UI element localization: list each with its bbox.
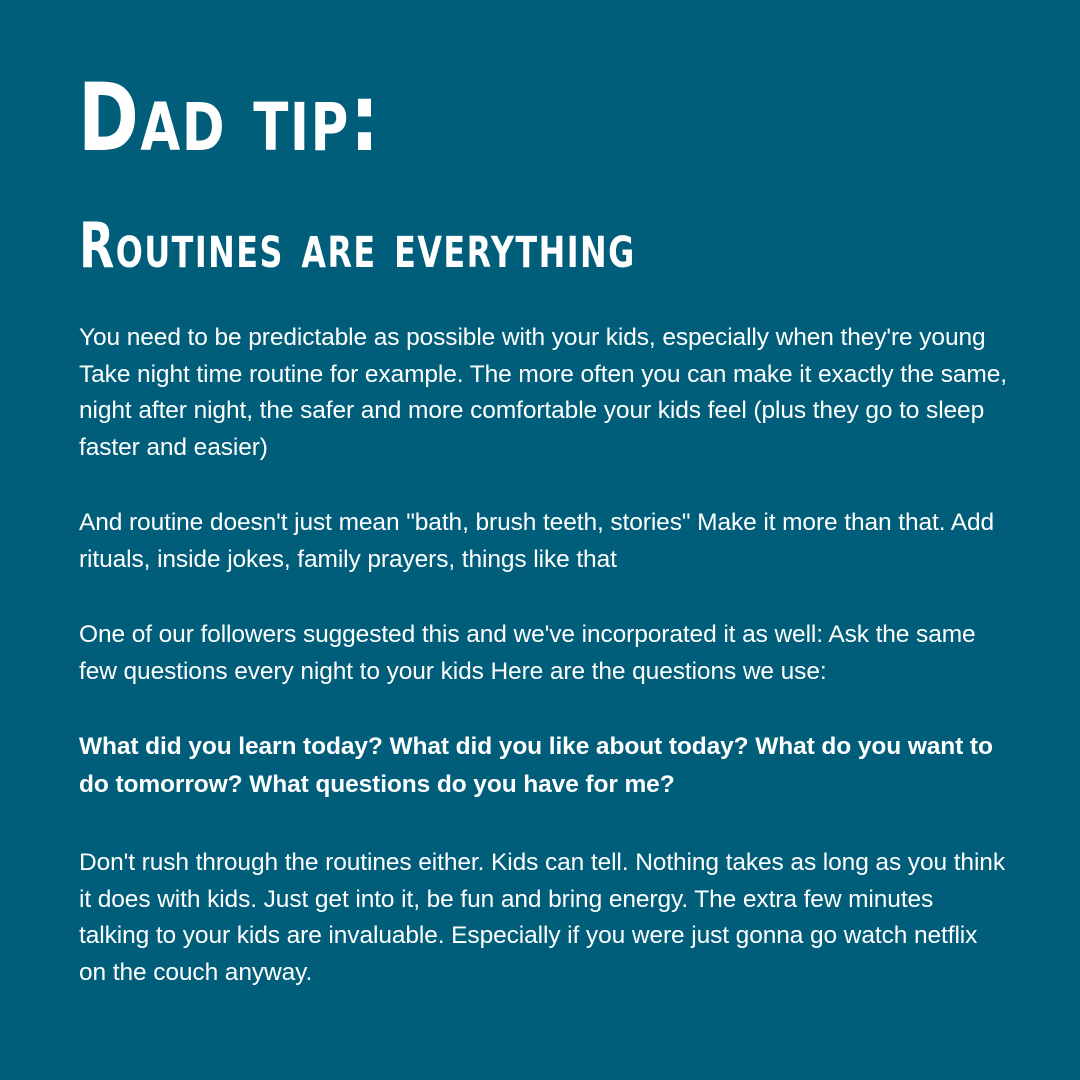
paragraph-dont-rush: Don't rush through the routines either. Kids can tell. Nothing takes as long as you think it does with kids. Just get into it, be fun and bring energy. The extra few minutes talking to your kids are invaluable. Especially if you were just gonna go watch netflix on the couch anyway. [79, 849, 1005, 986]
card-subtitle: Routines are everything [79, 209, 636, 282]
paragraph-nightly-questions: What did you learn today? What did you like about today? What do you want to do tomorrow? What questions do you have for me? [79, 733, 993, 798]
card-title: Dad tip: [78, 64, 381, 173]
paragraph-routine-meaning: And routine doesn't just mean "bath, brush teeth, stories" Make it more than that. Add rituals, inside jokes, family prayers, things like that [79, 509, 995, 573]
paragraph-followers-suggestion: One of our followers suggested this and we've incorporated it as well: Ask the same few questions every night to your kids Here are the questions we use: [79, 621, 976, 685]
paragraph-predictable: You need to be predictable as possible with your kids, especially when they're young Take night time routine for example. The more often you can make it exactly the same, night after night, the safer and more comfortable your kids feel (plus they go to sleep faster and easier) [79, 324, 1007, 461]
